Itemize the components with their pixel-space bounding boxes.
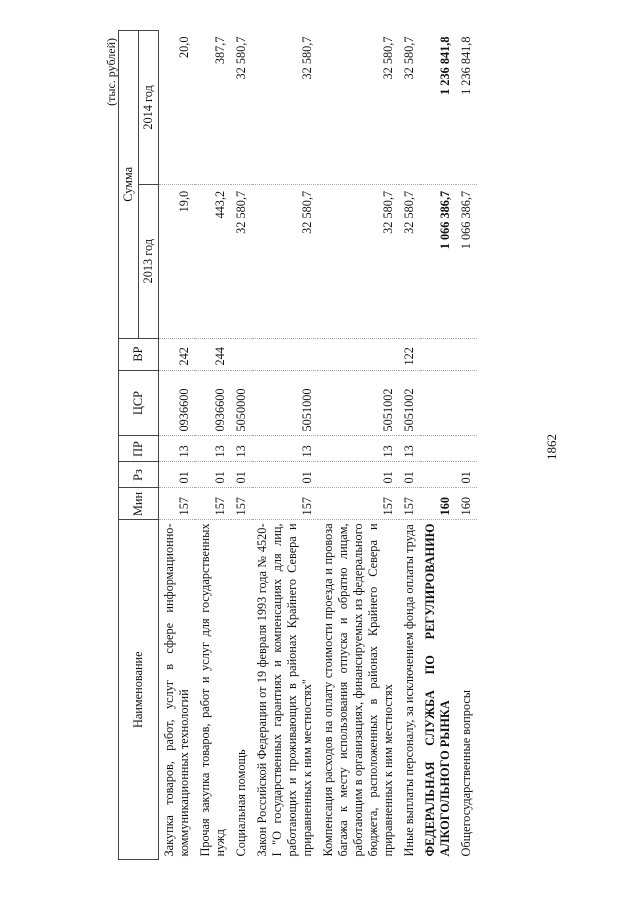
row-csr: 5051002	[399, 370, 420, 436]
row-pr: 13	[195, 436, 231, 462]
row-csr: 5051000	[252, 370, 318, 436]
row-name: Компенсация расходов на оплату стоимости проезда и провоза багажа к месту использования отпуска и обратно лицам, работающим в организациях, финансируемых из федерального бюджета, расположенных в районах Крайнего Севера и приравненных к ним местностях	[321, 523, 395, 857]
row-vr: 244	[195, 338, 231, 370]
row-sum-2013: 443,2	[195, 184, 231, 338]
row-pr: 13	[252, 436, 318, 462]
table-row	[252, 31, 318, 860]
document-page	[70, 30, 580, 860]
row-vr	[420, 338, 456, 370]
row-sum-2013: 32 580,7	[399, 184, 420, 338]
row-sum-2013: 1 066 386,7	[420, 184, 456, 338]
row-csr: 5050000	[231, 370, 252, 436]
row-sum-2013: 1 066 386,7	[456, 184, 477, 338]
table-row	[231, 31, 252, 860]
header-rz: Рз	[119, 462, 159, 488]
table-row	[159, 31, 196, 860]
row-pr: 13	[318, 436, 399, 462]
row-min: 160	[456, 488, 477, 520]
header-min: Мин	[119, 488, 159, 520]
row-vr: 242	[159, 338, 196, 370]
row-rz: 01	[399, 462, 420, 488]
row-csr: 0936600	[195, 370, 231, 436]
row-csr: 5051002	[318, 370, 399, 436]
row-sum-2014: 20,0	[159, 31, 196, 185]
row-pr: 13	[399, 436, 420, 462]
table-row	[195, 31, 231, 860]
row-name: Иные выплаты персоналу, за исключением фонда оплаты труда	[402, 524, 416, 857]
row-min: 157	[231, 488, 252, 520]
header-csr: ЦСР	[119, 370, 159, 436]
row-name: Прочая закупка товаров, работ и услуг для государственных нужд	[198, 523, 227, 857]
table-row	[318, 31, 399, 860]
row-sum-2014: 1 236 841,8	[420, 31, 456, 185]
row-min: 160	[420, 488, 456, 520]
row-rz: 01	[252, 462, 318, 488]
table-body	[159, 31, 478, 860]
row-csr	[420, 370, 456, 436]
header-pr: ПР	[119, 436, 159, 462]
row-sum-2014: 387,7	[195, 31, 231, 185]
row-name: ФЕДЕРАЛЬНАЯ СЛУЖБА ПО РЕГУЛИРОВАНИЮ АЛКОГОЛЬНОГО РЫНКА	[423, 523, 452, 857]
row-name: Закон Российской Федерации от 19 февраля 1993 года № 4520-I "О государственных гарантиях и компенсациях для лиц, работающих и проживающих в районах Крайнего Севера и приравненных к ним местностях"	[255, 523, 314, 857]
units-label: (тыс. рублей)	[104, 38, 118, 106]
row-pr	[456, 436, 477, 462]
header-name: Наименование	[119, 520, 159, 860]
row-min: 157	[159, 488, 196, 520]
row-sum-2014: 32 580,7	[252, 31, 318, 185]
row-rz: 01	[318, 462, 399, 488]
row-vr	[456, 338, 477, 370]
row-pr: 13	[231, 436, 252, 462]
row-csr	[456, 370, 477, 436]
page-number: 1862	[544, 434, 559, 460]
row-csr: 0936600	[159, 370, 196, 436]
row-name: Социальная помощь	[234, 749, 248, 857]
row-sum-2013: 19,0	[159, 184, 196, 338]
row-sum-2013: 32 580,7	[318, 184, 399, 338]
row-vr	[318, 338, 399, 370]
row-sum-2014: 1 236 841,8	[456, 31, 477, 185]
row-pr	[420, 436, 456, 462]
header-2014: 2014 год	[139, 31, 159, 185]
row-vr	[252, 338, 318, 370]
row-min: 157	[252, 488, 318, 520]
header-sum: Сумма	[119, 31, 139, 339]
row-sum-2014: 32 580,7	[231, 31, 252, 185]
row-min: 157	[318, 488, 399, 520]
row-sum-2013: 32 580,7	[252, 184, 318, 338]
row-vr: 122	[399, 338, 420, 370]
row-rz: 01	[456, 462, 477, 488]
table-row	[456, 31, 477, 860]
row-vr	[231, 338, 252, 370]
table-row	[420, 31, 456, 860]
row-name: Общегосударственные вопросы	[459, 689, 473, 857]
header-2013: 2013 год	[139, 184, 159, 338]
row-rz: 01	[231, 462, 252, 488]
budget-table	[118, 30, 477, 860]
row-rz	[420, 462, 456, 488]
row-sum-2014: 32 580,7	[399, 31, 420, 185]
row-sum-2014: 32 580,7	[318, 31, 399, 185]
row-rz: 01	[195, 462, 231, 488]
header-vr: ВР	[119, 338, 159, 370]
table-row	[399, 31, 420, 860]
row-min: 157	[399, 488, 420, 520]
table-header	[119, 31, 159, 860]
row-name: Закупка товаров, работ, услуг в сфере информационно-коммуникационных технологий	[162, 523, 191, 857]
row-rz: 01	[159, 462, 196, 488]
row-pr: 13	[159, 436, 196, 462]
row-min: 157	[195, 488, 231, 520]
row-sum-2013: 32 580,7	[231, 184, 252, 338]
